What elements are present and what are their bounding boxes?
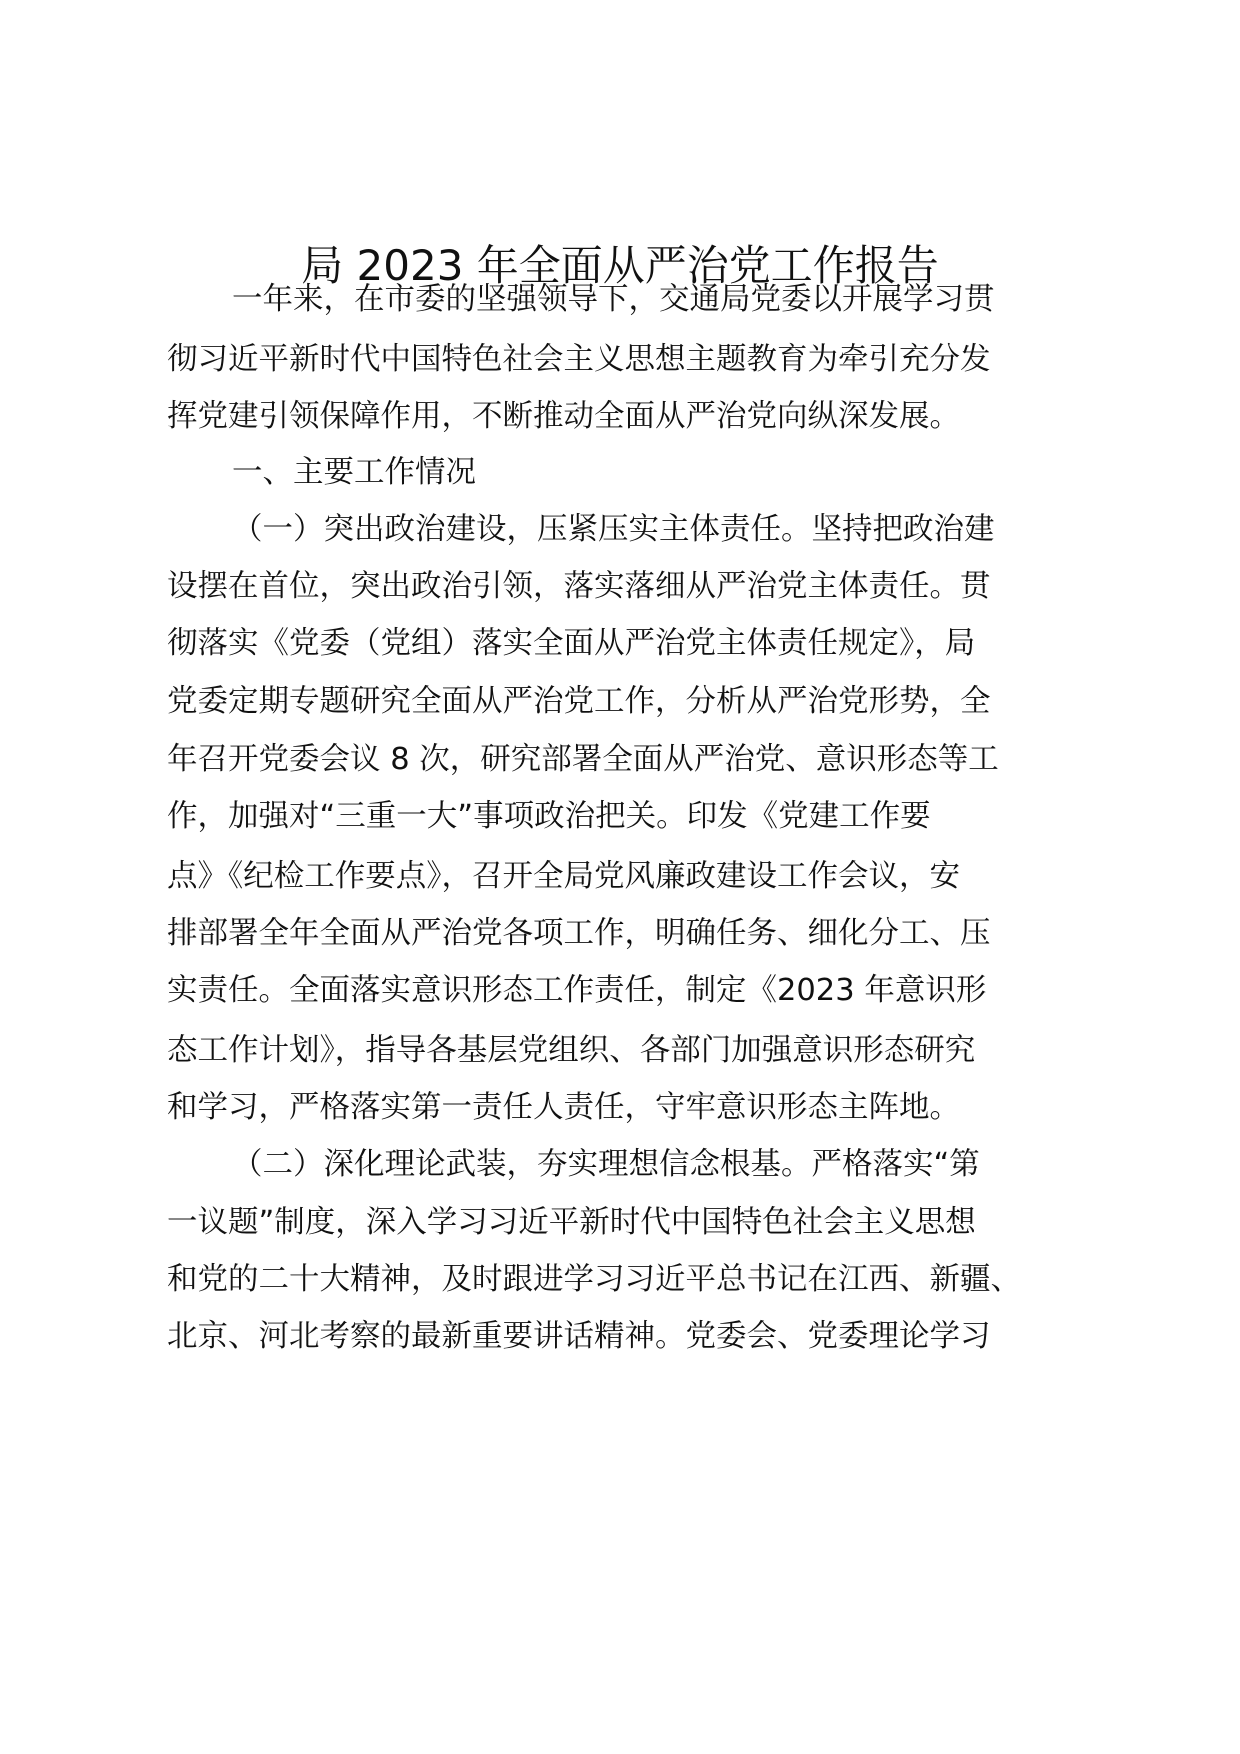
document-title: 局 2023 年全面从严治党工作报告 <box>301 241 939 290</box>
paragraph-line: 挥党建引领保障作用，不断推动全面从严治党向纵深发展。 <box>167 399 960 434</box>
paragraph-line: 态工作计划》，指导各基层党组织、各部门加强意识形态研究 <box>167 1033 976 1068</box>
paragraph-line: 点》《纪检工作要点》，召开全局党风廉政建设工作会议，安 <box>167 859 960 894</box>
paragraph-line: 年召开党委会议 8 次，研究部署全面从严治党、意识形态等工 <box>167 742 999 777</box>
paragraph-line: 排部署全年全面从严治党各项工作，明确任务、细化分工、压 <box>167 916 991 951</box>
paragraph-line: 党委定期专题研究全面从严治党工作，分析从严治党形势，全 <box>167 684 991 719</box>
paragraph-line: 彻习近平新时代中国特色社会主义思想主题教育为牵引充分发 <box>167 342 991 377</box>
paragraph-line: 和党的二十大精神，及时跟进学习习近平总书记在江西、新疆、 <box>167 1262 1021 1297</box>
paragraph-line: 彻落实《党委（党组）落实全面从严治党主体责任规定》，局 <box>167 626 976 661</box>
paragraph-line: 一议题”制度，深入学习习近平新时代中国特色社会主义思想 <box>167 1205 976 1240</box>
paragraph-line: 一年来，在市委的坚强领导下，交通局党委以开展学习贯 <box>232 282 995 317</box>
paragraph-line: 实责任。全面落实意识形态工作责任，制定《2023 年意识形 <box>167 973 987 1008</box>
paragraph-line: （二）深化理论武装，夯实理想信念根基。严格落实“第 <box>232 1147 980 1182</box>
paragraph-line: 作，加强对“三重一大”事项政治把关。印发《党建工作要 <box>167 799 931 834</box>
paragraph-line: 和学习，严格落实第一责任人责任，守牢意识形态主阵地。 <box>167 1090 960 1125</box>
paragraph-line: （一）突出政治建设，压紧压实主体责任。坚持把政治建 <box>232 512 995 547</box>
paragraph-line: 设摆在首位，突出政治引领，落实落细从严治党主体责任。贯 <box>167 569 991 604</box>
paragraph-line: 北京、河北考察的最新重要讲话精神。党委会、党委理论学习 <box>167 1319 991 1354</box>
section-heading: 一、主要工作情况 <box>232 455 476 490</box>
